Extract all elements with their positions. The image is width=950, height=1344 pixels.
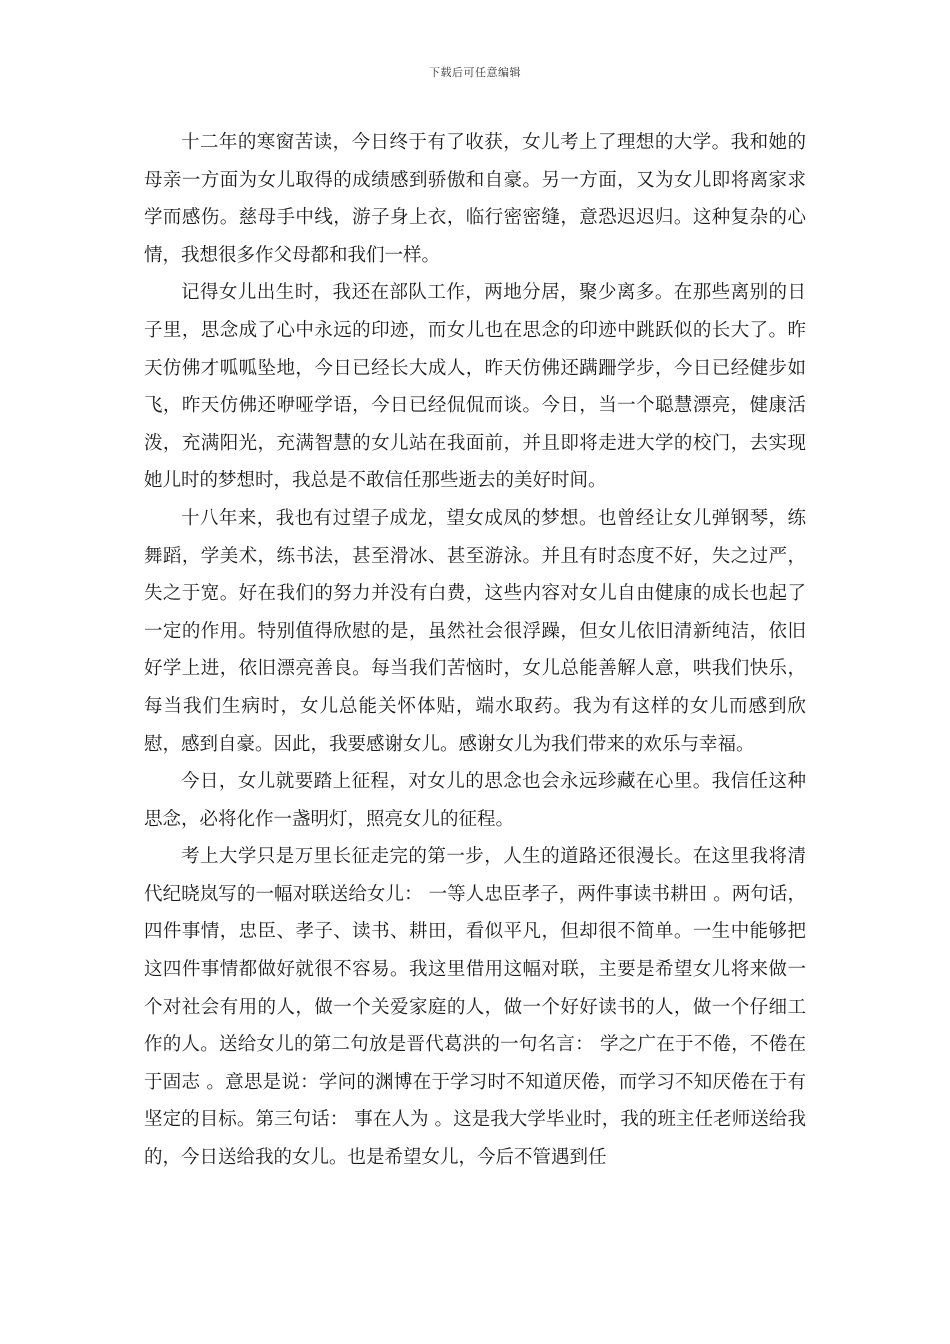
page-header: 下载后可任意编辑 xyxy=(429,66,521,79)
paragraph-5: 考上大学只是万里长征走完的第一步，人生的道路还很漫长。在这里我将清代纪晓岚写的一幅对联送给女儿： 一等人忠臣孝子，两件事读书耕田 。两句话，四件事情，忠臣、孝子、读书、耕田，看似平凡，但却很不简单。一生中能够把这四件事情都做好就很不容易。我这里借用这幅对联，主要是希望女儿将来做一个对社会有用的人，做一个关爱家庭的人，做一个好好读书的人，做一个仔细工作的人。送给女儿的第二句放是晋代葛洪的一句名言： 学之广在于不倦，不倦在于固志 。意思是说：学问的渊博在于学习时不知道厌倦，而学习不知厌倦在于有坚定的目标。第三句话： 事在人为 。这是我大学毕业时，我的班主任老师送给我的，今日送给我的女儿。也是希望女儿，今后不管遇到任 xyxy=(144,846,806,1169)
paragraph-3: 十八年来，我也有过望子成龙，望女成凤的梦想。也曾经让女儿弹钢琴，练舞蹈，学美术，练书法，甚至滑冰、甚至游泳。并且有时态度不好，失之过严，失之于宽。好在我们的努力并没有白费，这些内容对女儿自由健康的成长也起了一定的作用。特别值得欣慰的是，虽然社会很浮躁，但女儿依旧清新纯洁，依旧好学上进，依旧漂亮善良。每当我们苦恼时，女儿总能善解人意，哄我们快乐，每当我们生病时，女儿总能关怀体贴，端水取药。我为有这样的女儿而感到欣慰，感到自豪。因此，我要感谢女儿。感谢女儿为我们带来的欢乐与幸福。 xyxy=(144,507,806,755)
paragraph-1: 十二年的寒窗苦读，今日终于有了收获，女儿考上了理想的大学。我和她的母亲一方面为女儿取得的成绩感到骄傲和自豪。另一方面，又为女儿即将离家求学而感伤。慈母手中线，游子身上衣，临行密密缝，意恐迟迟归。这种复杂的心情，我想很多作父母都和我们一样。 xyxy=(144,132,806,266)
paragraph-4: 今日，女儿就要踏上征程，对女儿的思念也会永远珍藏在心里。我信任这种思念，必将化作一盏明灯，照亮女儿的征程。 xyxy=(144,771,806,830)
paragraph-2: 记得女儿出生时，我还在部队工作，两地分居，聚少离多。在那些离别的日子里，思念成了心中永远的印迹，而女儿也在思念的印迹中跳跃似的长大了。昨天仿佛才呱呱坠地，今日已经长大成人，昨天仿佛还蹒跚学步，今日已经健步如飞，昨天仿佛还咿哑学语，今日已经侃侃而谈。今日，当一个聪慧漂亮，健康活泼，充满阳光，充满智慧的女儿站在我面前，并且即将走进大学的校门，去实现她儿时的梦想时，我总是不敢信任那些逝去的美好时间。 xyxy=(144,282,806,492)
document-body xyxy=(144,124,806,1177)
